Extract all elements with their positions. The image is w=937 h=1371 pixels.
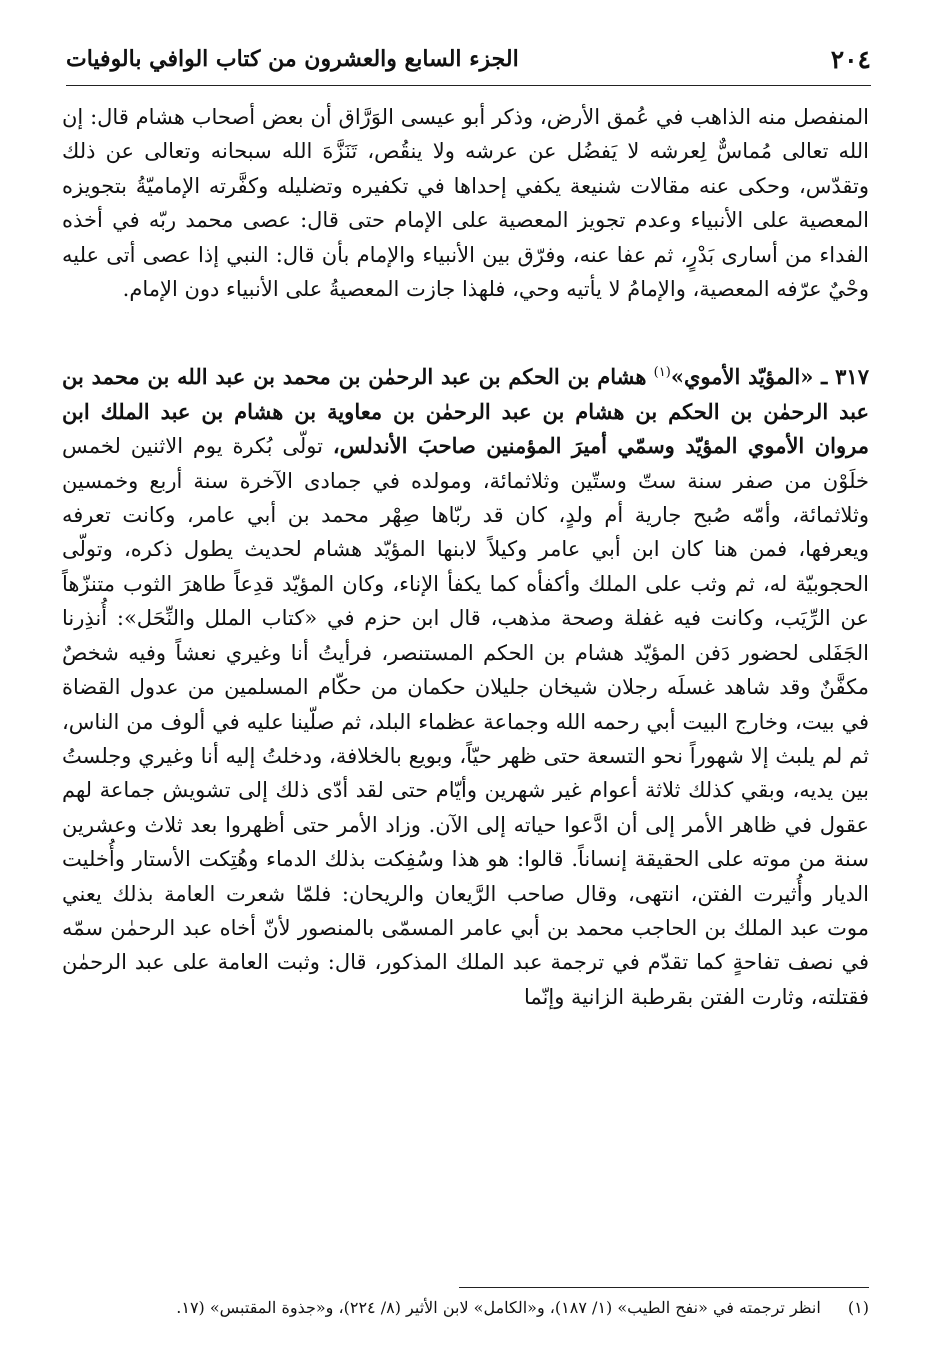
page-header	[66, 36, 871, 82]
entry-full-name: هشام بن الحكم بن عبد الرحمٰن بن محمد بن عبد الله بن محمد بن عبد الرحمٰن بن الحكم بن هشام بن عبد الرحمٰن بن معاوية بن هشام بن عبد الملك ابن مروان الأموي المؤيّد وسمّي أميرَ المؤمنين صاحبَ الأندلس،	[62, 364, 869, 459]
footnote	[66, 1295, 869, 1321]
running-title: الجزء السابع والعشرون من كتاب الوافي بالوفيات	[66, 46, 519, 72]
footnote-reference: (١)	[653, 365, 671, 381]
biography-entry	[62, 360, 869, 1014]
main-text	[62, 100, 869, 1014]
page-number: ٢٠٤	[830, 44, 871, 74]
footnote-divider	[459, 1287, 869, 1288]
footnote-text: انظر ترجمته في «نفح الطيب» (١/ ١٨٧)، و«الكامل» لابن الأثير (٨/ ٢٢٤)، و«جذوة المقتبس» (١٧.	[176, 1298, 821, 1317]
paragraph-continuation: المنفصل منه الذاهب في عُمق الأرض، وذكر أبو عيسى الوَرَّاق أن بعض أصحاب هشام قال: إن الله تعالى مُماسٌّ لِعرشه لا يَفضُل عن عرشه ولا ينقُص، تَنَزَّهَ الله سبحانه وتعالى عن ذلك وتقدّس، وحكى عنه مقالات شنيعة يكفي إحداها في تكفيره وتضليله وكفَّرته الإماميّةُ بتجويزه المعصية على الأنبياء وعدم تجويز المعصية على الإمام حتى قال: عصى محمد ربّه في أخذه الفداء من أسارى بَدْرٍ، ثم عفا عنه، وفرّق بين الأنبياء والإمام بأن قال: النبي إذا عصى أتى عليه وحْيٌ عرّفه المعصية، والإمامُ لا يأتيه وحي، فلهذا جازت المعصيةُ على الأنبياء دون الإمام.	[62, 105, 869, 302]
entry-number-title: ٣١٧ ـ «المؤيّد الأموي»	[670, 364, 869, 390]
header-divider	[66, 85, 871, 86]
entry-body: تولّى بُكرة يوم الاثنين لخمس خلَوْن من صفر سنة ستّ وستّين وثلاثمائة، ومولده في جمادى الآخرة سنة أربع وخمسين وثلاثمائة، وأمّه صُبح جارية أم ولدٍ، كان قد ربّاها صِهْر محمد بن أبي عامر، وكانت تعرفه ويعرفها، فمن هنا كان ابن أبي عامر وكيلاً لابنها المؤيّد هشام لحديث يطول ذكره، وتولّى الحجوبيّة له، ثم وثب على الملك وأكفأه كما يكفأ الإناء، وكان المؤيّد قدِعاً طاهرَ الثوب متنزّهاً عن الرِّيَب، وكانت فيه غفلة وصحة مذهب، قال ابن حزم في «كتاب الملل والنِّحَل»: أُنذِرنا الجَفَلى لحضور دَفن المؤيّد هشام بن الحكم المستنصر، فرأيتُ أنا وغيري نعشاً وفيه شخصٌ مكفَّنٌ وقد شاهد غسلَه رجلان شيخان جليلان حكمان من حكّام المسلمين من عدول القضاة في بيت، وخارج البيت أبي رحمه الله وجماعة عظماء البلد، ثم صلّينا عليه في ألوف من الناس، ثم لم يلبث إلا شهوراً نحو التسعة حتى ظهر حيّاً، وبويع بالخلافة، ودخلتُ إليه أنا وغيري وجلستُ بين يديه، وبقي كذلك ثلاثة أعوام غير شهرين وأيّام حتى لقد أدّى ذلك إلى تشويش جماعة لهم عقول في ظاهر الأمر إلى أن ادَّعوا حياته إلى الآن. وزاد الأمر حتى أظهروا بعد ثلاث وعشرين سنة من موته على الحقيقة إنساناً. قالوا: هو هذا وسُفِكت بذلك الدماء وهُتِكت الأستار وأُخليت الديار وأُثيرت الفتن، انتهى، وقال صاحب الرَّيعان والريحان: فلمّا شعرت العامة بذلك يعني موت عبد الملك بن الحاجب محمد بن أبي عامر المسمّى بالمنصور لأنّ أخاه عبد الرحمٰن سمّه في نصف تفاحةٍ كما تقدّم في ترجمة عبد الملك المذكور، قال: وثبت العامة على عبد الرحمٰن فقتلته، وثارت الفتن بقرطبة الزانية وإنّما	[62, 434, 869, 1009]
footnote-number: (١)	[847, 1298, 869, 1317]
